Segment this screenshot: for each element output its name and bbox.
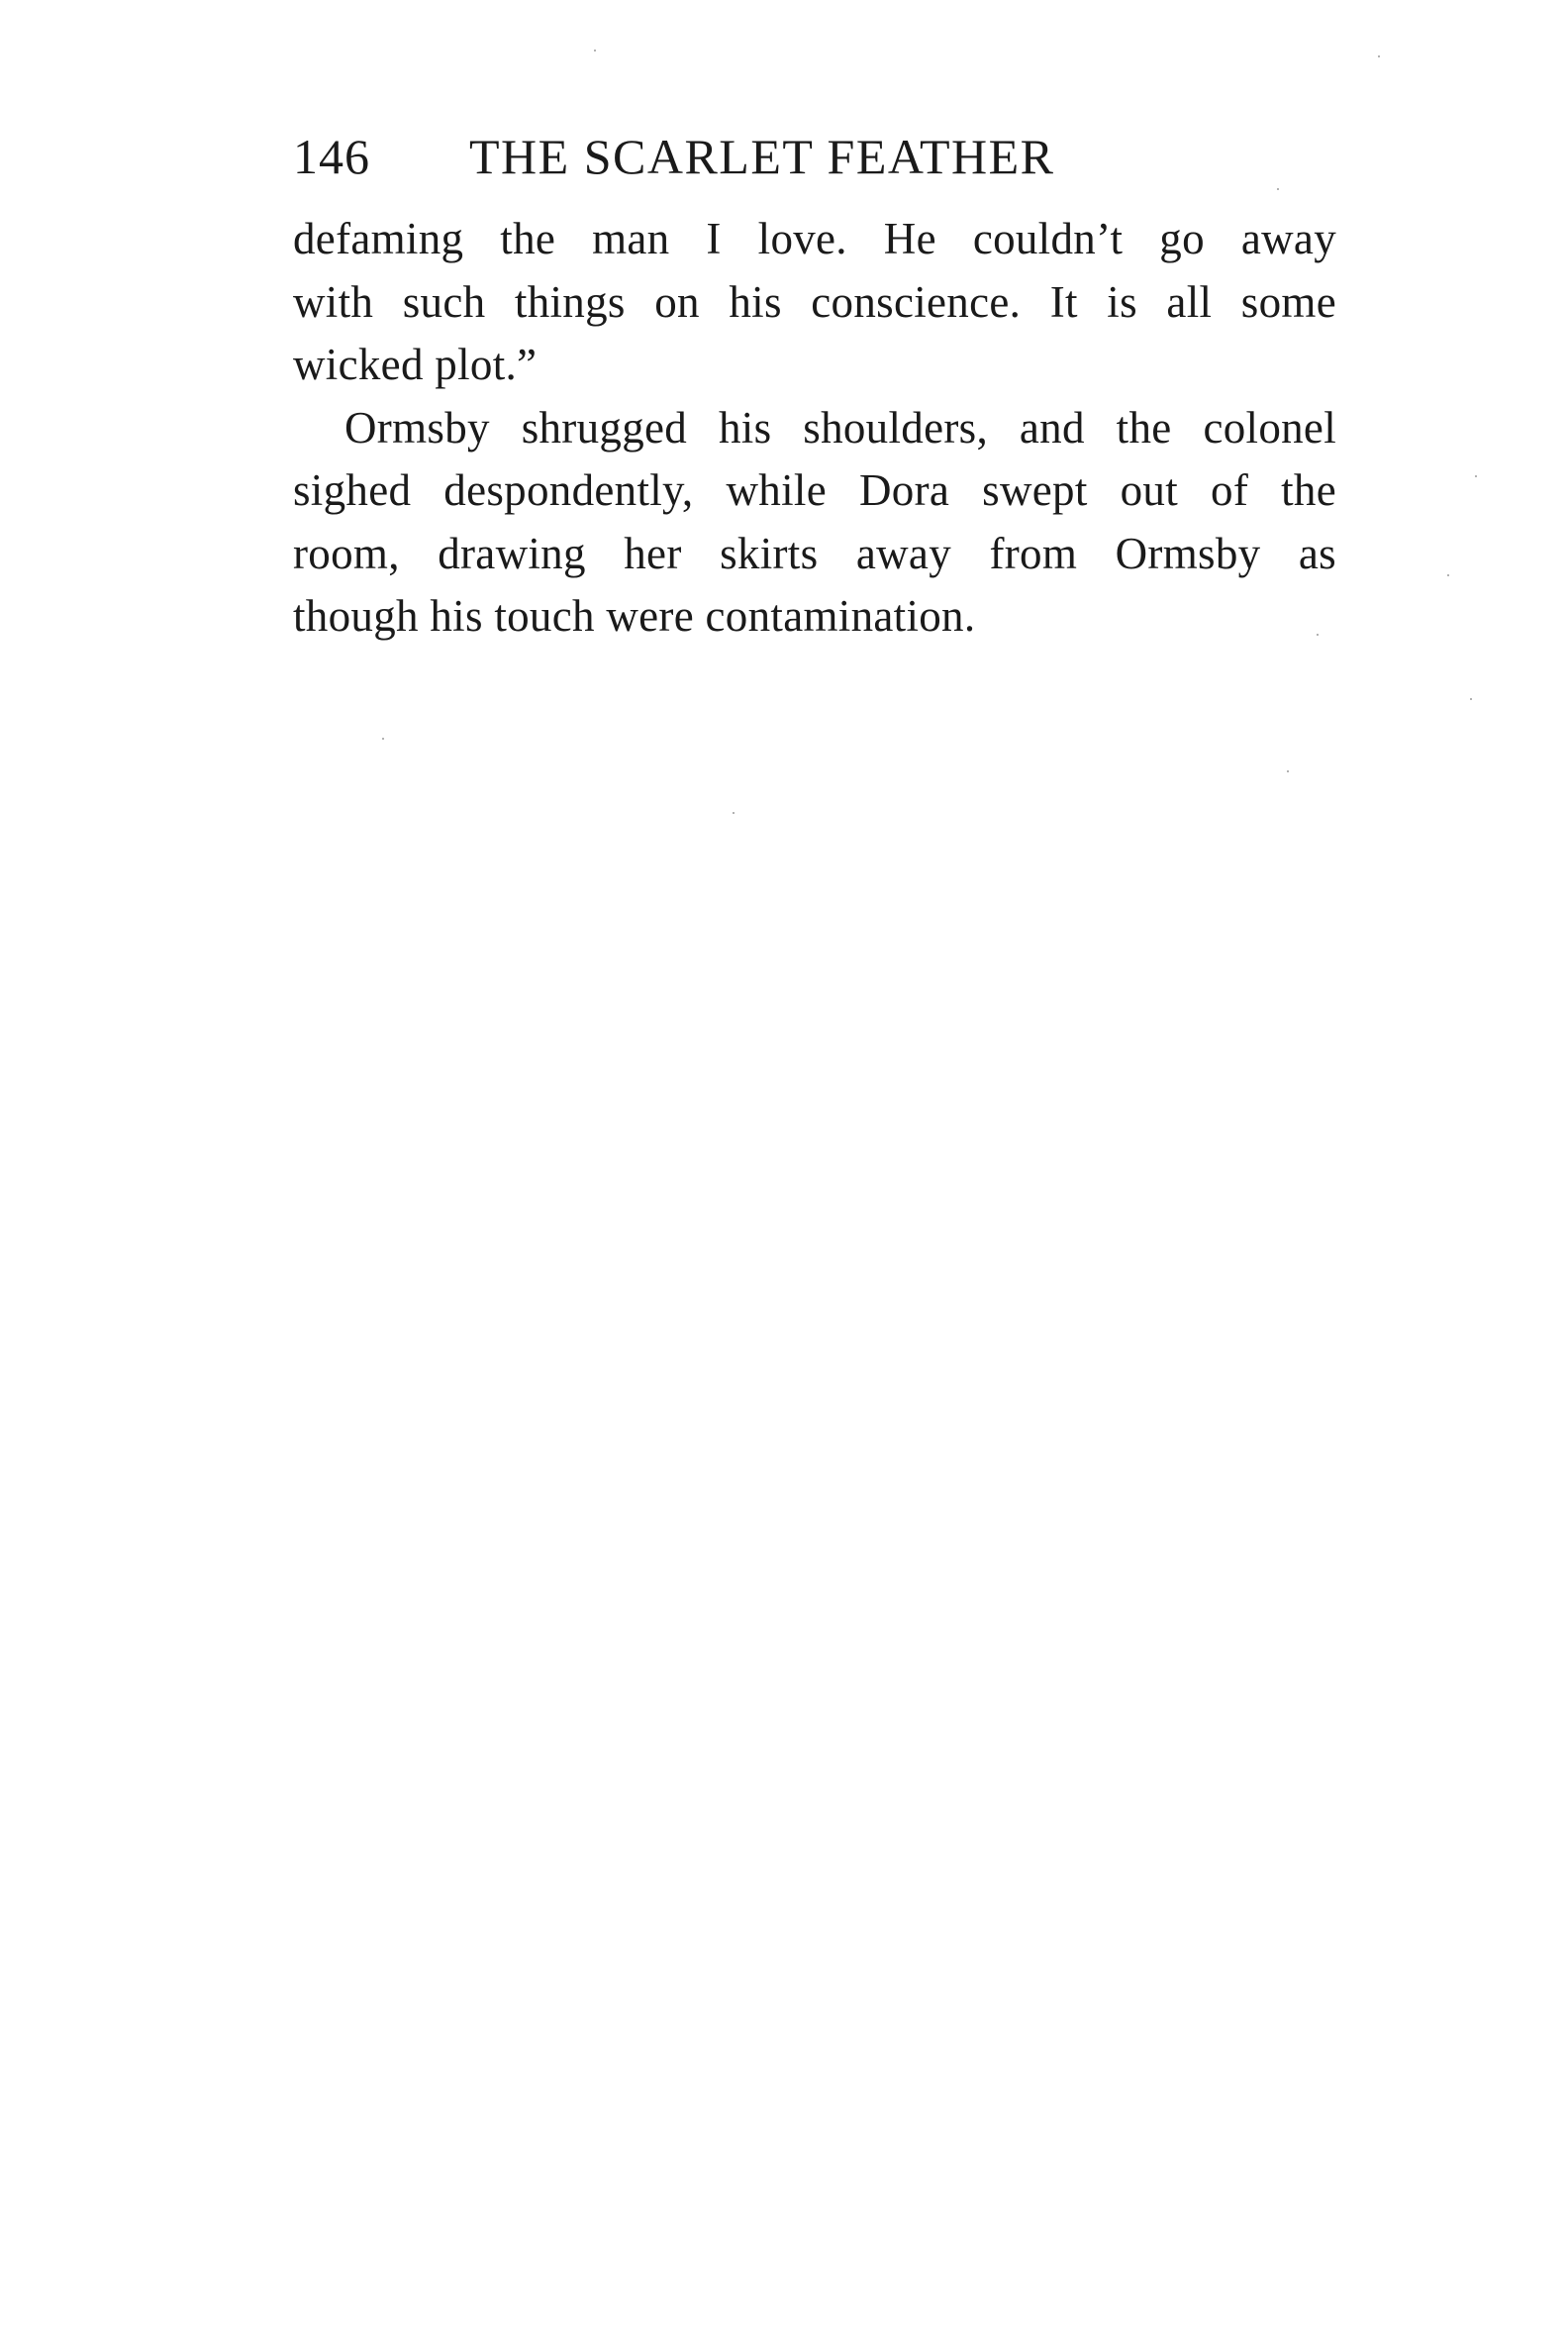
page-number: 146 (293, 129, 370, 184)
scan-speck (1475, 475, 1477, 477)
scan-speck (1287, 770, 1289, 772)
text-line: room, drawing her skirts away from Ormsby as (293, 528, 1336, 578)
text-line: defaming the man I love. He couldn’t go away (293, 214, 1336, 263)
text-line: wicked plot.” (293, 340, 538, 389)
scan-speck (382, 738, 384, 740)
running-title: THE SCARLET FEATHER (469, 129, 1055, 184)
scan-speck (1317, 634, 1319, 636)
scan-speck (594, 50, 596, 51)
paragraph (293, 208, 1336, 397)
text-line: Ormsby shrugged his shoulders, and the colonel (344, 402, 1336, 453)
paragraph (293, 397, 1336, 649)
scan-speck (1447, 574, 1449, 576)
running-head (293, 117, 1342, 196)
scan-speck (1277, 188, 1279, 190)
body-text (293, 208, 1336, 649)
scan-speck (733, 812, 735, 814)
scan-speck (1378, 55, 1380, 57)
text-line: though his touch were contamination. (293, 591, 976, 641)
text-line: with such things on his conscience. It is all some (293, 276, 1336, 327)
scan-speck (1470, 698, 1472, 700)
text-line: sighed despondently, while Dora swept out of the (293, 465, 1336, 515)
